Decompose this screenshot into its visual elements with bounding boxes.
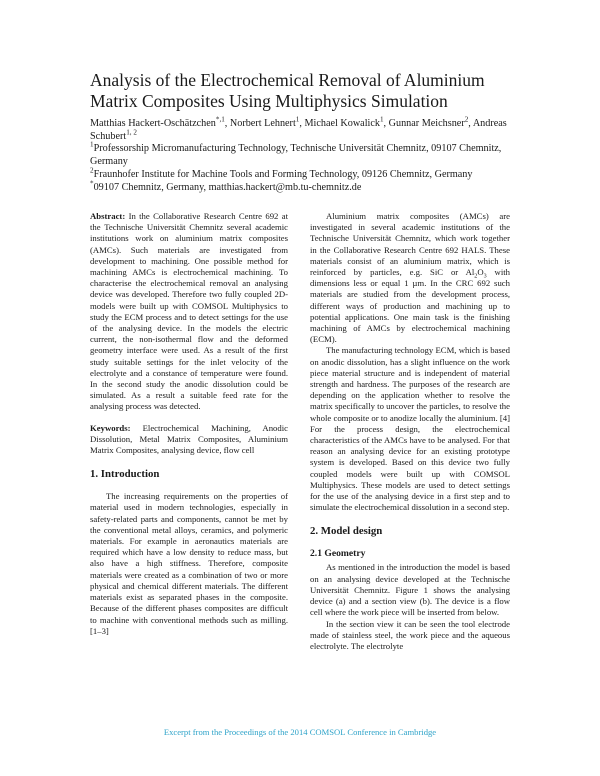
affiliation-sup: * <box>90 179 94 188</box>
author-affil-sup: *,1 <box>215 115 225 124</box>
affiliation-text: 09107 Chemnitz, Germany, matthias.hackert@mb.tu-chemnitz.de <box>93 182 362 193</box>
affiliation-1 <box>90 140 530 169</box>
author-affil-sup: 1 <box>295 115 300 124</box>
author-name: Gunnar Meichsner <box>388 118 465 129</box>
affiliation-text: Fraunhofer Institute for Machine Tools and Forming Technology, 09126 Chemnitz, Germany <box>93 169 473 180</box>
formula-sub-3: 3 <box>483 273 487 280</box>
section-heading-introduction: 1. Introduction <box>90 468 160 481</box>
section-heading-model-design: 2. Model design <box>310 525 383 538</box>
ecm-paragraph: The manufacturing technology ECM, which is based on anodic dissolution, has a slight influence on the work piece material structure and is independent of material strength and hardness. The purposes of the research are depending on the application whether to resolve the matrix specifically to uncover the particles, to resolve the whole composite or to anodize locally the aluminium. [4] For the process design, the electrochemical characteristics of the AMCs have to be analysed. For that reason an analysing device for an existing prototype system is developed. Based on this device two fully coupled models were built up with COMSOL Multiphysics. These models are used to detect settings for the use of the analysing device in a first step and to simulate the electrochemical dissolution in a second step. <box>310 345 510 513</box>
author-name: Matthias Hackert-Oschätzchen <box>90 118 216 129</box>
right-column <box>310 211 510 652</box>
author-affil-sup: 1, 2 <box>126 128 137 137</box>
abstract-text: In the Collaborative Research Centre 692 at the Technische Universität Chemnitz several academic institutions work on aluminium matrix composites (AMCs). Such materials are investigated from development to machining. One possible method for machining AMCs is electrochemical machining. To characterise the electrochemical removal an analysing device was developed. Therefore two fully coupled 2D-models were built up with COMSOL Multiphysics to study the ECM process and to detect settings for the use of the analysing device. In the models the electric current, the non-isothermal flow and the deformed geometry interface were used. As a result of the first study suitable settings for the inlet velocity of the electrolyte and a constance of temperature were found. In the second study the anodic dissolution could be simulated. As a result a suitable feed rate for the analysing process was detected. <box>90 211 289 412</box>
formula-al: Al <box>465 267 475 278</box>
left-column <box>90 211 288 637</box>
subsection-heading-geometry: 2.1 Geometry <box>310 548 366 560</box>
keywords-text: Electrochemical Machining, Anodic Dissolution, Metal Matrix Composites, Aluminium Matrix Composites, analysing device, flow cell <box>90 422 289 456</box>
formula-o: O <box>477 267 484 278</box>
affiliation-text: Professorship Micromanufacturing Technology, Technische Universität Chemnitz, 09107 Chemnitz, Germany <box>90 143 502 167</box>
affiliation-2 <box>90 166 530 182</box>
amc-paragraph <box>310 211 510 345</box>
author-affil-sup: 2 <box>464 115 469 124</box>
affiliation-sup: 1 <box>90 140 94 149</box>
author-list: Matthias Hackert-Oschätzchen$^{*,1}$, Norbert Lehnert$^1$, Michael Kowalick$^1$, Gunnar Meichsner$^2$, Andreas Schubert$^{1, 2}$ <box>90 115 507 142</box>
author-name: Norbert Lehnert <box>229 118 296 129</box>
paper-title: Analysis of the Electrochemical Removal of Aluminium Matrix Composites Using Multiphysics Simulation <box>90 70 485 111</box>
author-name: Andreas Schubert <box>90 118 507 142</box>
geometry-paragraph-1: As mentioned in the introduction the model is based on an analysing device developed at the Technische Universität Chemnitz. Figure 1 shows the analysing device (a) and a section view (b). The device is a flow cell where the work piece will be inserted from below. <box>310 562 510 618</box>
proceedings-footer: Excerpt from the Proceedings of the 2014 COMSOL Conference in Cambridge <box>163 727 437 737</box>
affiliation-3 <box>90 179 530 195</box>
alumina-formula <box>465 267 487 280</box>
author-affil-sup: 1 <box>379 115 384 124</box>
introduction-paragraph: The increasing requirements on the properties of material used in modern technologies, especially in safety-related parts and components, cannot be met by the conventional metal alloys, ceramics, and polymeric materials. For example in aeronautics materials are required which have a low density to reduce mass, but also have a high stiffness. Therefore, composite materials were created as a combination of two or more physical and chemical different materials. The different materials exist as separated phases in the composite. Because of the different phases composites are difficult to machine with conventional methods such as milling. [1–3] <box>90 491 288 636</box>
formula-sub-2: 2 <box>474 273 478 280</box>
keywords-label: Keywords: <box>90 422 131 433</box>
abstract <box>90 211 288 413</box>
geometry-paragraph-2: In the section view it can be seen the tool electrode made of stainless steel, the work piece and the aqueous electrolyte. The electrolyte <box>310 618 510 651</box>
amc-text-part2: with dimensions less or equal 1 µm. In the CRC 692 such materials are studied from the development process, different ways of production and machining up to potential applications. One main task is the finishing machining of AMCs by electrochemical machining (ECM). <box>310 267 510 345</box>
keywords <box>90 423 288 457</box>
affiliation-sup: 2 <box>90 166 94 175</box>
abstract-label: Abstract: <box>90 211 126 221</box>
amc-text-part1: Aluminium matrix composites (AMCs) are investigated in several academic institutions of the Technische Universität Chemnitz, which work together in the Collaborative Research Centre 692 HALS. These materials consist of an aluminium matrix, which is reinforced by particles, e.g. SiC or <box>310 211 510 278</box>
author-name: Michael Kowalick <box>304 118 380 129</box>
